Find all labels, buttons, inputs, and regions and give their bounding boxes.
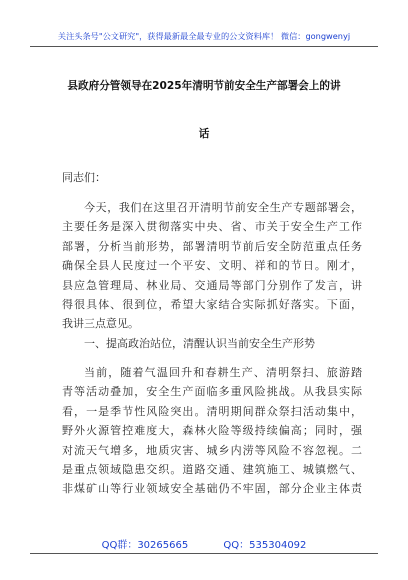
footer-divider [30,553,378,554]
paragraph-line: 对流天气增多，地质灾害、城乡内涝等风险不容忽视。二 [62,443,362,457]
document-title-line-2: 话 [198,128,210,140]
paragraph-line: 野外火源管控难度大，森林火险等级持续偏高；同时，强 [62,424,362,438]
paragraph-line: 我讲三点意见。 [62,317,139,331]
paragraph-line: 部署，分析当前形势，部署清明节前后安全防范重点任务 [62,239,362,253]
paragraph-line: 是重点领域隐患交织。道路交通、建筑施工、城镇燃气、 [62,463,362,477]
section-heading-1 [84,334,362,353]
paragraph-line: 看，一是季节性风险突出。清明期间群众祭扫活动集中， [62,404,362,418]
footer-qq-group: QQ群：30265665 [101,540,189,551]
paragraph-line: 县应急管理局、林业局、交通局等部门分别作了发言，讲 [62,278,362,292]
footer-contact [0,536,408,551]
section-heading-text: 一、提高政治站位，清醒认识当前安全生产形势 [84,337,315,350]
footer-qq-number: QQ：535304092 [223,540,307,551]
salutation: 同志们： [62,171,106,184]
paragraph-line: 确保全县人民度过一个平安、文明、祥和的节日。刚才， [62,259,362,273]
paragraph-line: 得很具体、很到位，希望大家结合实际抓好落实。下面， [62,298,362,312]
paragraph-line: 非煤矿山等行业领域安全基础仍不牢固，部分企业主体责 [62,482,362,496]
document-title-line-1: 县政府分管领导在2025年清明节前安全生产部署会上的讲 [67,80,341,92]
paragraph-line: 主要任务是深入贯彻落实中央、省、市关于安全生产工作 [62,220,362,234]
header-divider [30,46,378,47]
paragraph-line: 当前，随着气温回升和春耕生产、清明祭扫、旅游踏 [84,366,362,379]
header-banner: 关注头条号"公文研究"，获得最新最全最专业的公文资料库！ 微信：gongwenyj [57,31,351,41]
paragraph-line: 今天，我们在这里召开清明节前安全生产专题部署会， [84,201,362,214]
paragraph-2 [62,363,362,499]
paragraph-line: 青等活动叠加，安全生产面临多重风险挑战。从我县实际 [62,385,362,399]
paragraph-1 [62,198,362,334]
